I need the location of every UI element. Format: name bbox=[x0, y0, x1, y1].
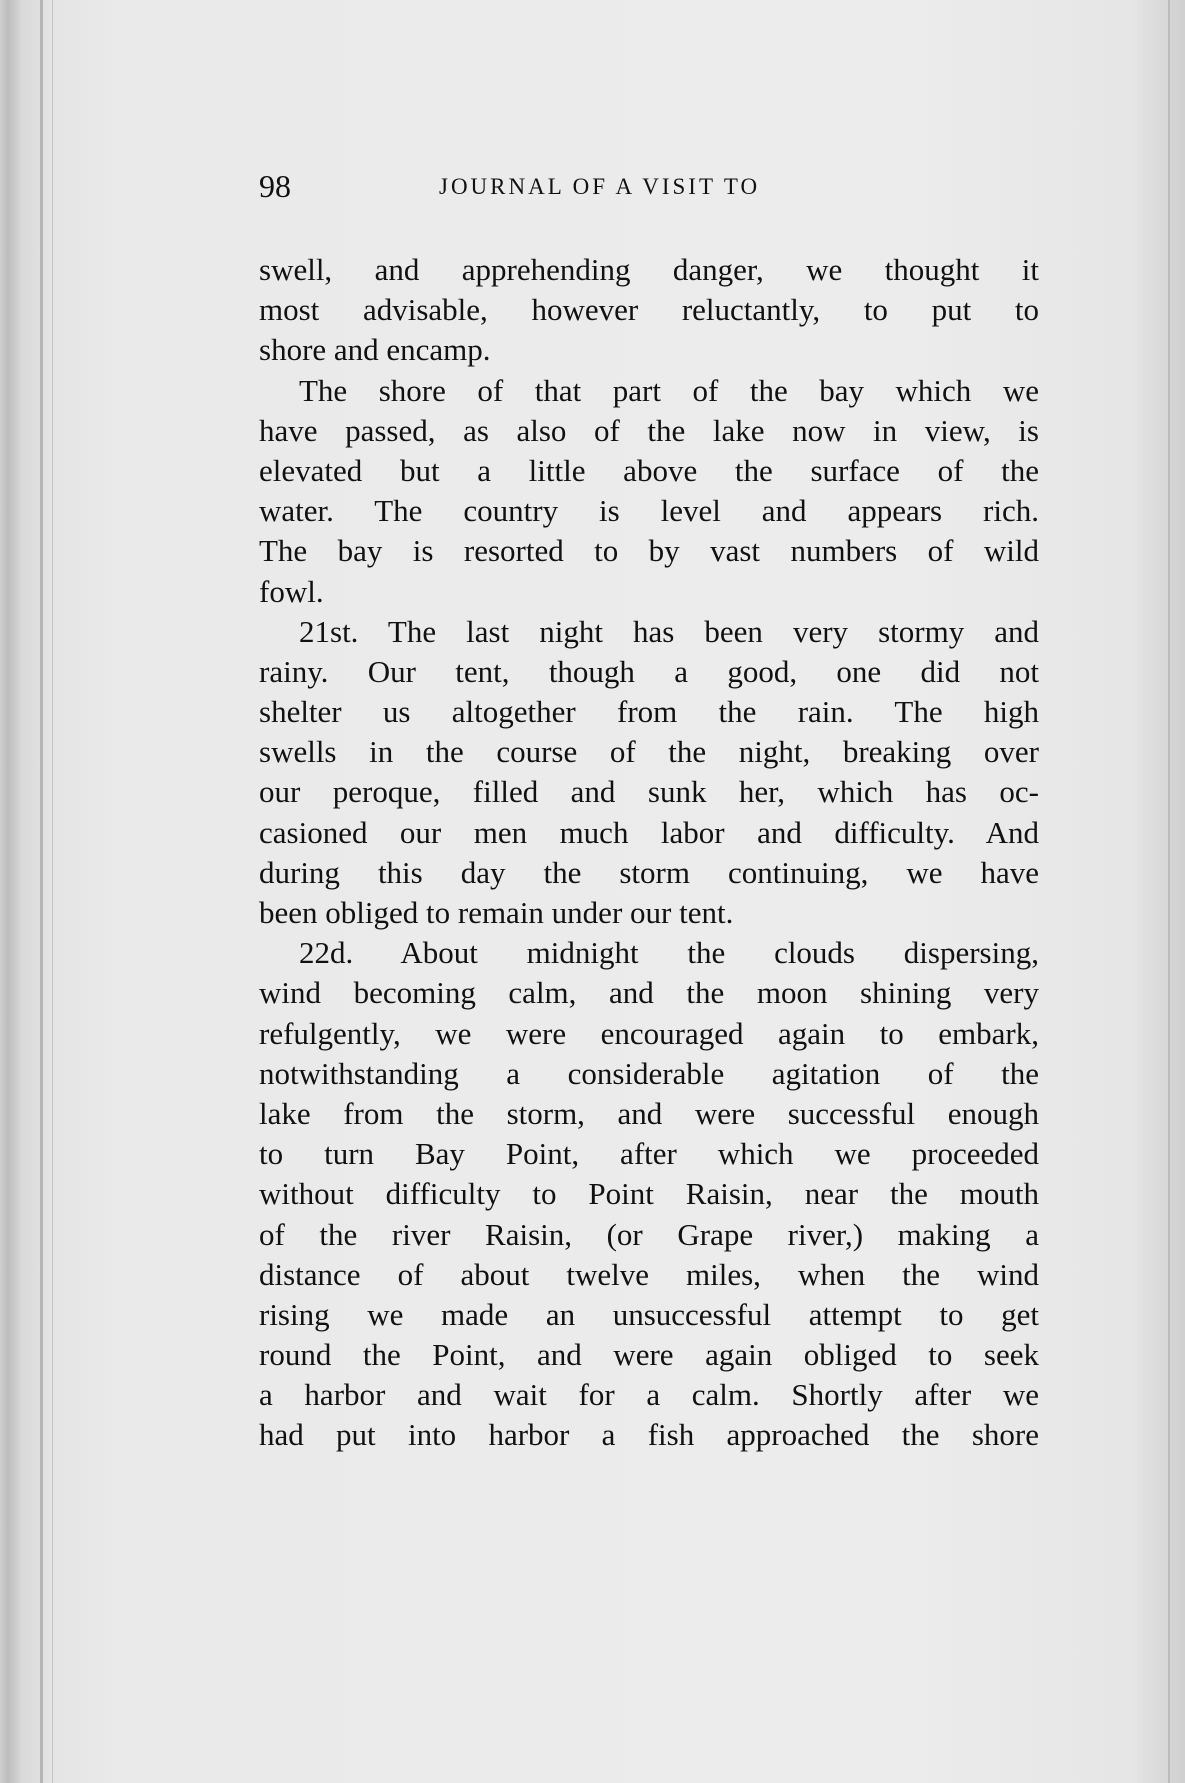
text-line: during this day the storm continuing, we have bbox=[259, 854, 1039, 890]
text-line: casioned our men much labor and difficulty. And bbox=[259, 814, 1039, 850]
text-line: without difficulty to Point Raisin, near the mouth bbox=[259, 1176, 1039, 1212]
page-edge bbox=[1168, 0, 1170, 1783]
text-line: to turn Bay Point, after which we proceeded bbox=[259, 1136, 1039, 1172]
body-text bbox=[259, 250, 1039, 1456]
text-line: fowl. bbox=[259, 573, 324, 609]
text-line: been obliged to remain under our tent. bbox=[259, 895, 734, 930]
text-line: The bay is resorted to by vast numbers of wild bbox=[259, 533, 1039, 569]
page-gutter-shadow bbox=[40, 0, 43, 1783]
text-line: of the river Raisin, (or Grape river,) making a bbox=[259, 1216, 1039, 1252]
text-line: distance of about twelve miles, when the wind bbox=[259, 1256, 1039, 1292]
page-number: 98 bbox=[259, 168, 291, 204]
text-line: have passed, as also of the lake now in view, is bbox=[259, 412, 1039, 448]
text-line: rainy. Our tent, though a good, one did not bbox=[259, 653, 1039, 689]
text-line: water. The country is level and appears rich. bbox=[259, 493, 1039, 529]
text-line: elevated but a little above the surface of the bbox=[259, 452, 1039, 488]
text-line: refulgently, we were encouraged again to embark, bbox=[259, 1015, 1039, 1051]
text-line: shelter us altogether from the rain. The high bbox=[259, 694, 1039, 730]
text-line: wind becoming calm, and the moon shining very bbox=[259, 975, 1039, 1011]
text-line: round the Point, and were again obliged to seek bbox=[259, 1337, 1039, 1373]
text-line: a harbor and wait for a calm. Shortly after we bbox=[259, 1377, 1039, 1413]
page-gutter-line bbox=[52, 0, 53, 1783]
text-line: notwithstanding a considerable agitation of the bbox=[259, 1055, 1039, 1091]
text-line: shore and encamp. bbox=[259, 332, 491, 368]
text-line: most advisable, however reluctantly, to put to bbox=[259, 292, 1039, 328]
text-line: had put into harbor a fish approached the shore bbox=[259, 1417, 1039, 1453]
text-line: our peroque, filled and sunk her, which has oc- bbox=[259, 774, 1039, 810]
text-line: swells in the course of the night, breaking over bbox=[259, 734, 1039, 770]
text-line: lake from the storm, and were successful enough bbox=[259, 1095, 1039, 1131]
text-line: The shore of that part of the bay which we bbox=[299, 372, 1039, 408]
running-header bbox=[259, 168, 1039, 208]
running-title: JOURNAL OF A VISIT TO bbox=[439, 174, 761, 199]
text-line: 22d. About midnight the clouds dispersing, bbox=[299, 935, 1039, 971]
text-line: rising we made an unsuccessful attempt to get bbox=[259, 1296, 1039, 1332]
text-line: swell, and apprehending danger, we thought it bbox=[259, 252, 1039, 287]
text-line: 21st. The last night has been very stormy and bbox=[299, 613, 1039, 649]
